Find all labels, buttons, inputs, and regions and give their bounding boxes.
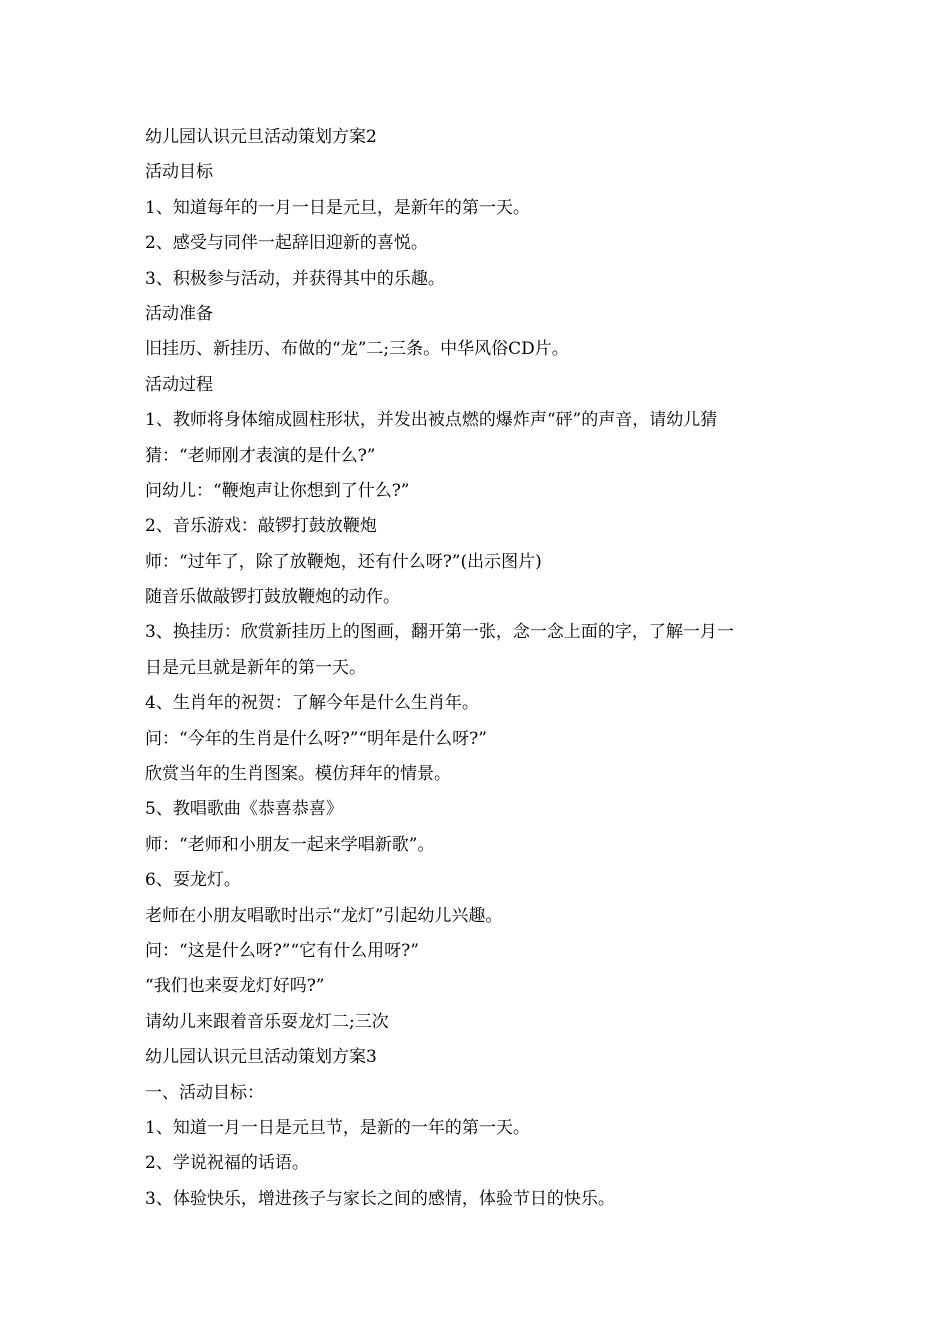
paragraph-line: 欣赏当年的生肖图案。模仿拜年的情景。	[145, 764, 451, 785]
section-title: 幼儿园认识元旦活动策划方案2	[145, 127, 377, 147]
paragraph-line: 3、体验快乐，增进孩子与家长之间的感情，体验节日的快乐。	[145, 1188, 615, 1209]
paragraph-line: 4、生肖年的祝贺：了解今年是什么生肖年。	[145, 693, 479, 714]
paragraph-line: 6、耍龙灯。	[145, 870, 241, 891]
paragraph-line: 问：“今年的生肖是什么呀?”“明年是什么呀?”	[145, 728, 487, 749]
paragraph-line: 2、感受与同伴一起辞旧迎新的喜悦。	[145, 233, 428, 254]
paragraph-line: 旧挂历、新挂历、布做的“龙”二;三条。中华风俗CD片。	[145, 339, 569, 360]
subheading: 一、活动目标：	[145, 1082, 264, 1103]
paragraph-line: 请幼儿来跟着音乐耍龙灯二;三次	[145, 1011, 389, 1032]
paragraph-line: 5、教唱歌曲《恭喜恭喜》	[145, 799, 343, 820]
paragraph-line: 1、知道每年的一月一日是元旦，是新年的第一天。	[145, 197, 530, 218]
document-page	[145, 120, 815, 1217]
subheading: 活动准备	[145, 303, 213, 324]
paragraph-line: 2、学说祝福的话语。	[145, 1153, 309, 1174]
paragraph-line: 3、积极参与活动，并获得其中的乐趣。	[145, 268, 445, 289]
paragraph-line: 师：“过年了，除了放鞭炮，还有什么呀?”(出示图片)	[145, 551, 542, 572]
paragraph-line: 2、音乐游戏：敲锣打鼓放鞭炮	[145, 516, 377, 537]
paragraph-line: 问幼儿：“鞭炮声让你想到了什么?”	[145, 480, 410, 501]
paragraph-line: 1、知道一月一日是元旦节，是新的一年的第一天。	[145, 1117, 530, 1138]
subheading: 活动过程	[145, 374, 213, 395]
paragraph-line: 随音乐做敲锣打鼓放鞭炮的动作。	[145, 587, 400, 608]
paragraph-line: 问：“这是什么呀?”“它有什么用呀?”	[145, 940, 419, 961]
section-title: 幼儿园认识元旦活动策划方案3	[145, 1047, 377, 1068]
paragraph-line: “我们也来耍龙灯好吗?”	[145, 976, 325, 997]
paragraph-line: 1、教师将身体缩成圆柱形状，并发出被点燃的爆炸声“砰”的声音，请幼儿猜	[145, 410, 718, 431]
paragraph-line: 猜：“老师刚才表演的是什么?”	[145, 445, 376, 466]
paragraph-line: 日是元旦就是新年的第一天。	[145, 657, 366, 678]
subheading: 活动目标	[145, 162, 213, 183]
paragraph-line: 师：“老师和小朋友一起来学唱新歌”。	[145, 834, 435, 855]
paragraph-line: 3、换挂历：欣赏新挂历上的图画，翻开第一张，念一念上面的字，了解一月一	[145, 622, 734, 643]
paragraph-line: 老师在小朋友唱歌时出示“龙灯”引起幼儿兴趣。	[145, 905, 503, 926]
